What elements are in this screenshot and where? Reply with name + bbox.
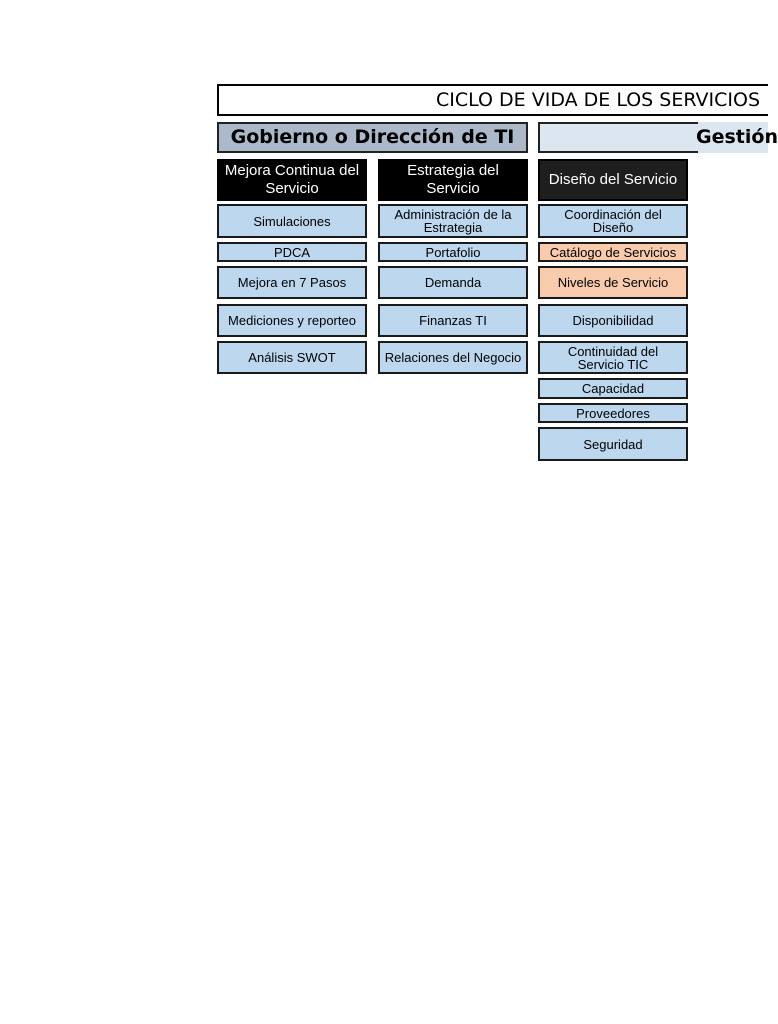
list-item: Disponibilidad <box>538 304 688 337</box>
list-item: Relaciones del Negocio <box>378 341 528 374</box>
list-item: PDCA <box>217 242 367 262</box>
list-item: Proveedores <box>538 403 688 423</box>
list-item: Simulaciones <box>217 204 367 238</box>
management-banner <box>538 122 698 153</box>
list-item-highlighted: Niveles de Servicio <box>538 266 688 299</box>
list-item: Análisis SWOT <box>217 341 367 374</box>
page-title: CICLO DE VIDA DE LOS SERVICIOS <box>217 84 768 116</box>
management-banner-text: Gestión <box>696 126 778 148</box>
list-item: Demanda <box>378 266 528 299</box>
list-item: Seguridad <box>538 427 688 461</box>
management-banner-label <box>696 122 778 153</box>
list-item-highlighted: Catálogo de Servicios <box>538 242 688 262</box>
list-item: Mediciones y reporteo <box>217 304 367 337</box>
list-item: Mejora en 7 Pasos <box>217 266 367 299</box>
list-item: Continuidad del Servicio TIC <box>538 341 688 374</box>
list-item: Finanzas TI <box>378 304 528 337</box>
list-item: Capacidad <box>538 378 688 399</box>
column-header-strategy: Estrategia del Servicio <box>378 159 528 201</box>
column-header-design: Diseño del Servicio <box>538 159 688 201</box>
column-header-continual-improvement: Mejora Continua del Servicio <box>217 159 367 201</box>
list-item: Coordinación del Diseño <box>538 204 688 238</box>
list-item: Portafolio <box>378 242 528 262</box>
list-item: Administración de la Estrategia <box>378 204 528 238</box>
governance-banner: Gobierno o Dirección de TI <box>217 122 528 153</box>
